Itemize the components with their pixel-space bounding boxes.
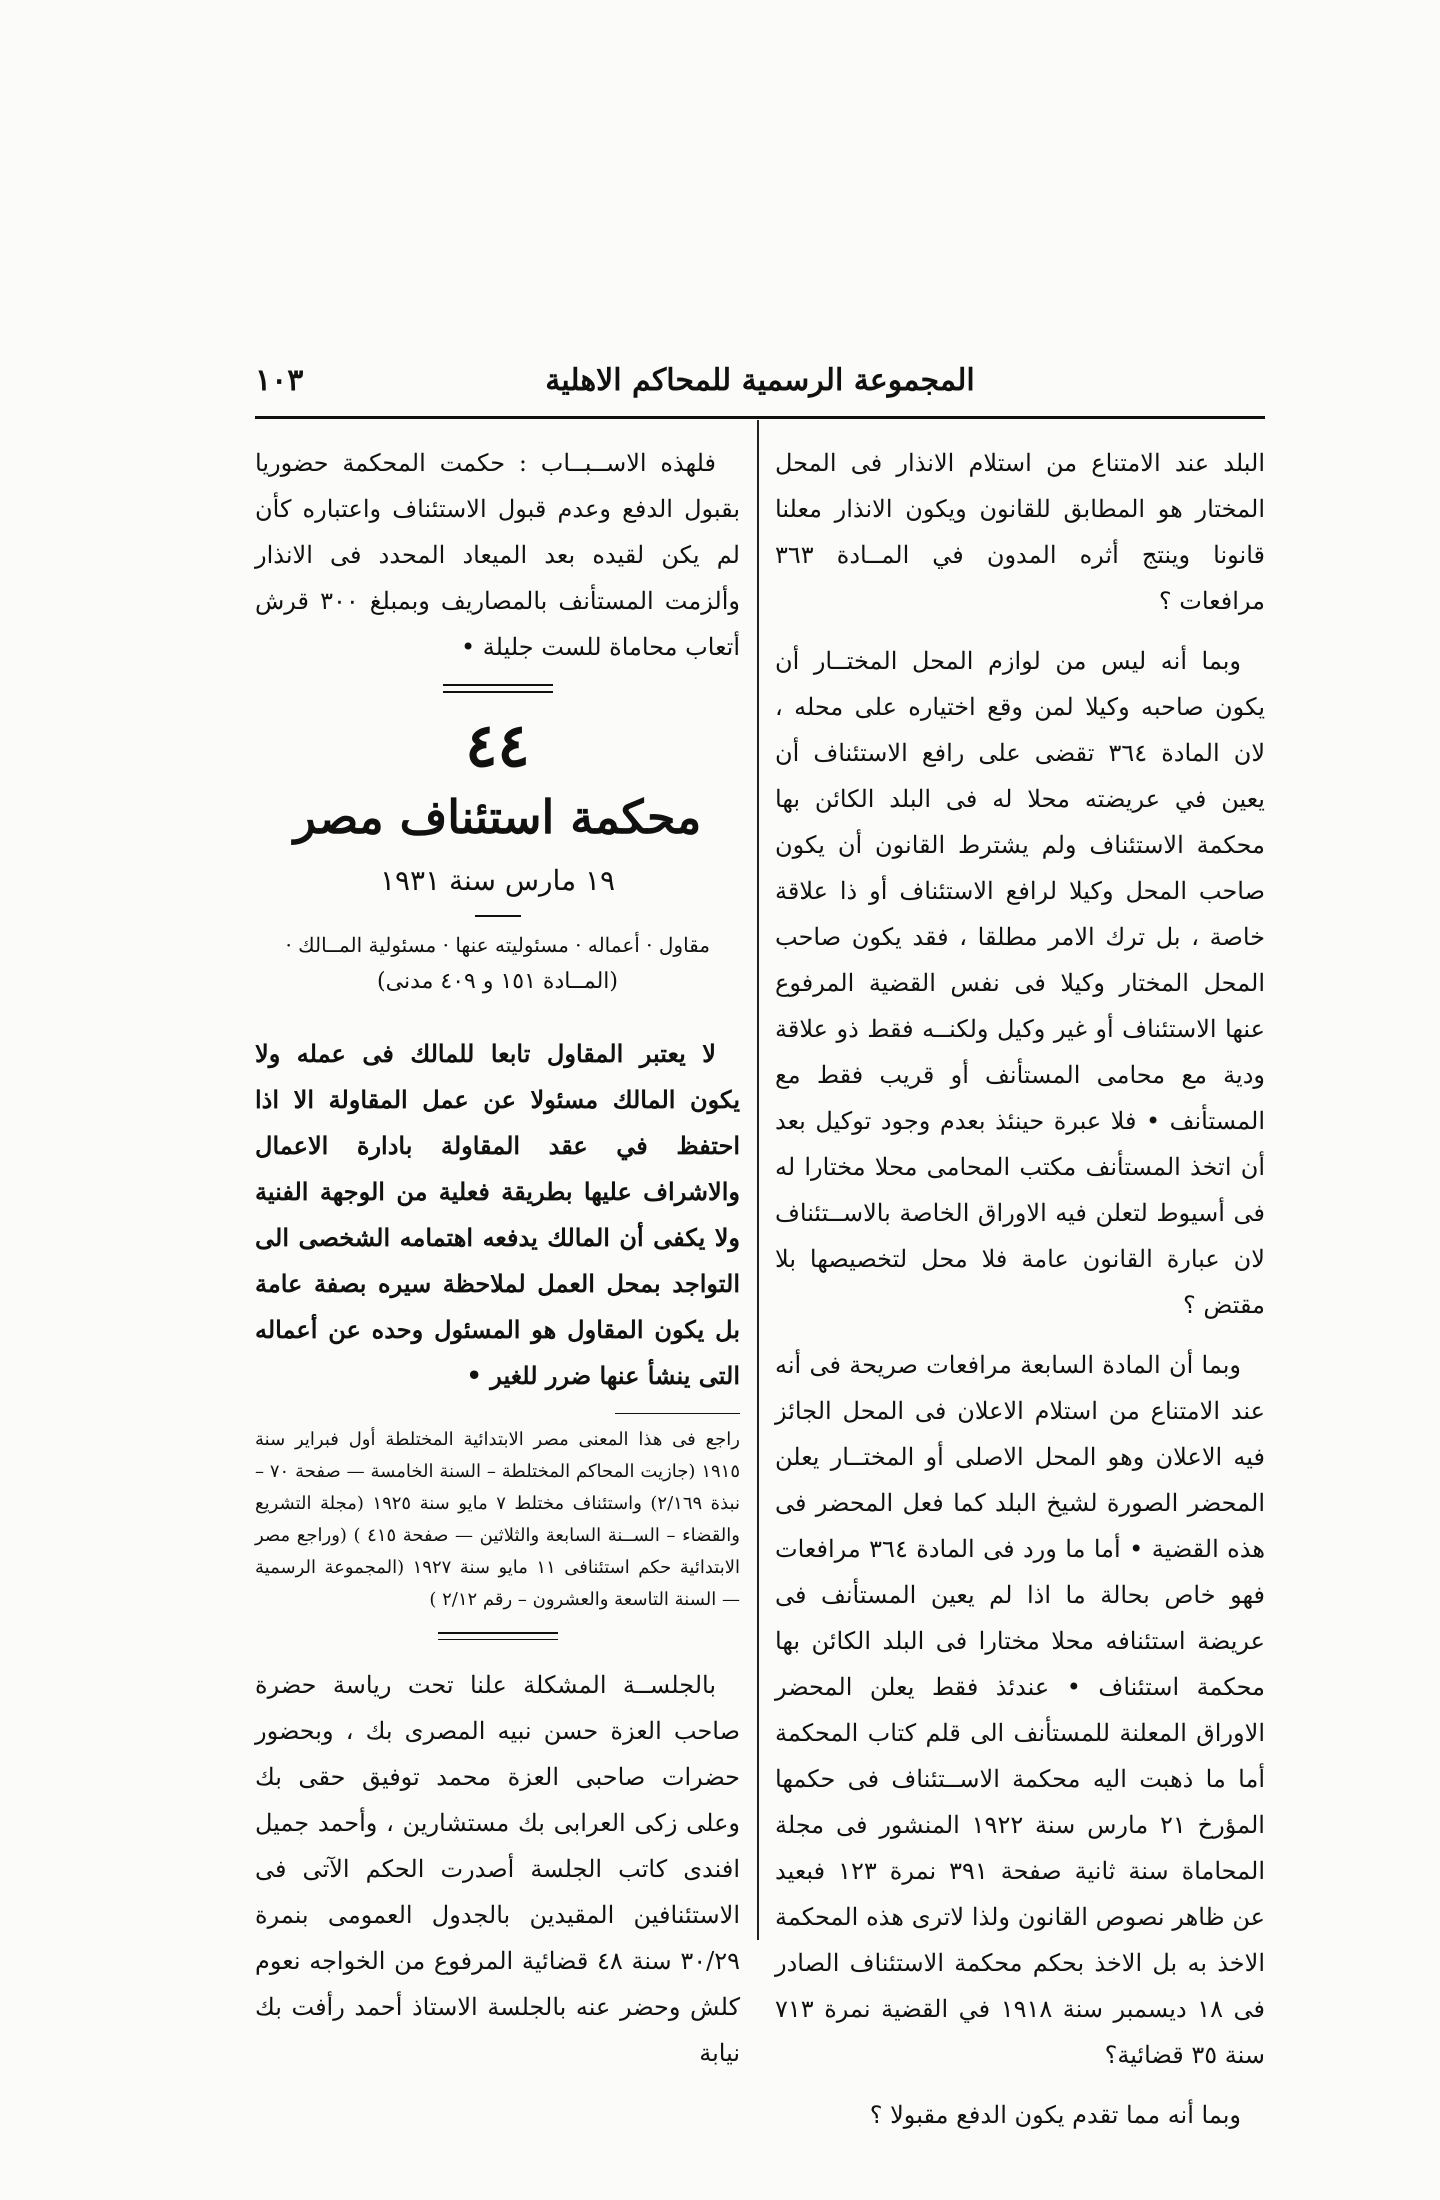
case-number: ٤٤ xyxy=(465,711,530,781)
footnote xyxy=(255,1424,740,1616)
right-column xyxy=(775,440,1265,2138)
paragraph: وبما أن المادة السابعة مرافعات صريحة فى أنه عند الامتناع من استلام الاعلان فى المحل الجائز فيه الاعلان وهو المحل الاصلى أو المختــار يعلن المحضر الصورة لشيخ البلد كما فعل المحضر فى هذه القضية • أما ما ورد فى المادة ٣٦٤ مرافعات فهو خاص بحالة ما اذا لم يعين المستأنف فى عريضة استئنافه محلا مختارا فى البلد الكائن بها محكمة استئناف • عندئذ فقط يعلن المحضر الاوراق المعلنة للمستأنف الى قلم كتاب المحكمة أما ما ذهبت اليه محكمة الاســتئناف فى حكمها المؤرخ ٢١ مارس سنة ١٩٢٢ المنشور فى مجلة المحاماة سنة ثانية صفحة ٣٩١ نمرة ١٢٣ فبعيد عن ظاهر نصوص القانون ولذا لاترى هذه المحكمة الاخذ به بل الاخذ بحكم محكمة الاستئناف الصادر فى ١٨ ديسمبر سنة ١٩١٨ في القضية نمرة ٧١٣ سنة ٣٥ قضائية؟ xyxy=(775,1351,1266,2069)
section-separator xyxy=(443,684,553,693)
running-header xyxy=(255,355,1265,415)
footnote-text: راجع فى هذا المعنى مصر الابتدائية المختلطة أول فبراير سنة ١٩١٥ (جازيت المحاكم المختلطة – السنة الخامسة — صفحة ٧٠ – نبذة ٢/١٦٩) واستئناف مختلط ٧ مايو سنة ١٩٢٥ (مجلة التشريع والقضاء – الســنة السابعة والثلاثين — صفحة ٤١٥ ) (وراجع مصر الابتدائية حكم استئنافى ١١ مايو سنة ١٩٢٧ (المجموعة الرسمية — السنة التاسعة والعشرون – رقم ٢/١٢ ) xyxy=(255,1429,741,1610)
headnote xyxy=(255,1031,740,1399)
section-separator xyxy=(438,1632,558,1640)
court-name: محكمة استئناف مصر xyxy=(293,790,702,844)
page-number: ١٠٣ xyxy=(255,363,304,398)
case-articles: (المــادة ١٥١ و ٤٠٩ مدنى) xyxy=(377,969,618,994)
left-column xyxy=(255,440,740,2076)
case-date: ١٩ مارس سنة ١٩٣١ xyxy=(379,864,616,897)
judgment-closing-paragraph: فلهذه الاســبــاب : حكمت المحكمة حضوريا بقبول الدفع وعدم قبول الاستئناف واعتباره كأن لم يكن لقيده بعد الميعاد المحدد فى الانذار وألزمت المستأنف بالمصاريف وبمبلغ ٣٠٠ قرش أتعاب محاماة للست جليلة • xyxy=(255,449,741,661)
headnote-text: لا يعتبر المقاول تابعا للمالك فى عمله ولا يكون المالك مسئولا عن عمل المقاولة الا اذا احتفظ في عقد المقاولة بادارة الاعمال والاشراف عليها بطريقة فعلية من الوجهة الفنية ولا يكفى أن المالك يدفعه اهتمامه الشخصى الى التواجد بمحل العمل لملاحظة سيره بصفة عامة بل يكون المقاول هو المسئول وحده عن أعماله التى ينشأ عنها ضرر للغير • xyxy=(255,1039,740,1390)
case-keywords: مقاول · أعماله · مسئوليته عنها · مسئولية المــالك · xyxy=(285,933,710,957)
footnote-rule xyxy=(615,1413,740,1414)
paragraph: وبما أنه ليس من لوازم المحل المختــار أن يكون صاحبه وكيلا لمن وقع اختياره على محله ، لان المادة ٣٦٤ تقضى على رافع الاستئناف أن يعين في عريضته محلا له فى البلد الكائن بها محكمة الاستئناف ولم يشترط القانون أن يكون صاحب المحل وكيلا لرافع الاستئناف أو ذا علاقة خاصة ، بل ترك الامر مطلقا ، فقد يكون صاحب المحل المختار وكيلا فى نفس القضية المرفوع عنها الاستئناف أو غير وكيل ولكنــه فقط ذو علاقة ودية مع محامى المستأنف أو قريب فقط مع المستأنف • فلا عبرة حينئذ بعدم وجود توكيل بعد أن اتخذ المستأنف مكتب المحامى محلا مختارا له فى أسيوط لتعلن فيه الاوراق الخاصة بالاســتئناف لان عبارة القانون عامة فلا محل لتخصيصها بلا مقتض ؟ xyxy=(775,647,1266,1319)
column-divider xyxy=(757,420,759,1940)
running-title: المجموعة الرسمية للمحاكم الاهلية xyxy=(545,363,975,398)
paragraph: وبما أنه مما تقدم يكون الدفع مقبولا ؟ xyxy=(869,2101,1241,2129)
session-paragraph: بالجلســة المشكلة علنا تحت رياسة حضرة صاحب العزة حسن نبيه المصرى بك ، وبحضور حضرات صاحبى العزة محمد توفيق حقى بك وعلى زكى العرابى بك مستشارين ، وأحمد جميل افندى كاتب الجلسة أصدرت الحكم الآتى فى الاستئنافين المقيدين بالجدول العمومى بنمرة ٣٠/٢٩ سنة ٤٨ قضائية المرفوع من الخواجه نعوم كلش وحضر عنه بالجلسة الاستاذ أحمد رأفت بك نيابة xyxy=(255,1671,741,2067)
header-rule xyxy=(255,416,1265,419)
paragraph: البلد عند الامتناع من استلام الانذار فى المحل المختار هو المطابق للقانون ويكون الانذار معلنا قانونا وينتج أثره المدون في المــادة ٣٦٣ مرافعات ؟ xyxy=(775,449,1265,615)
short-separator xyxy=(475,915,521,917)
